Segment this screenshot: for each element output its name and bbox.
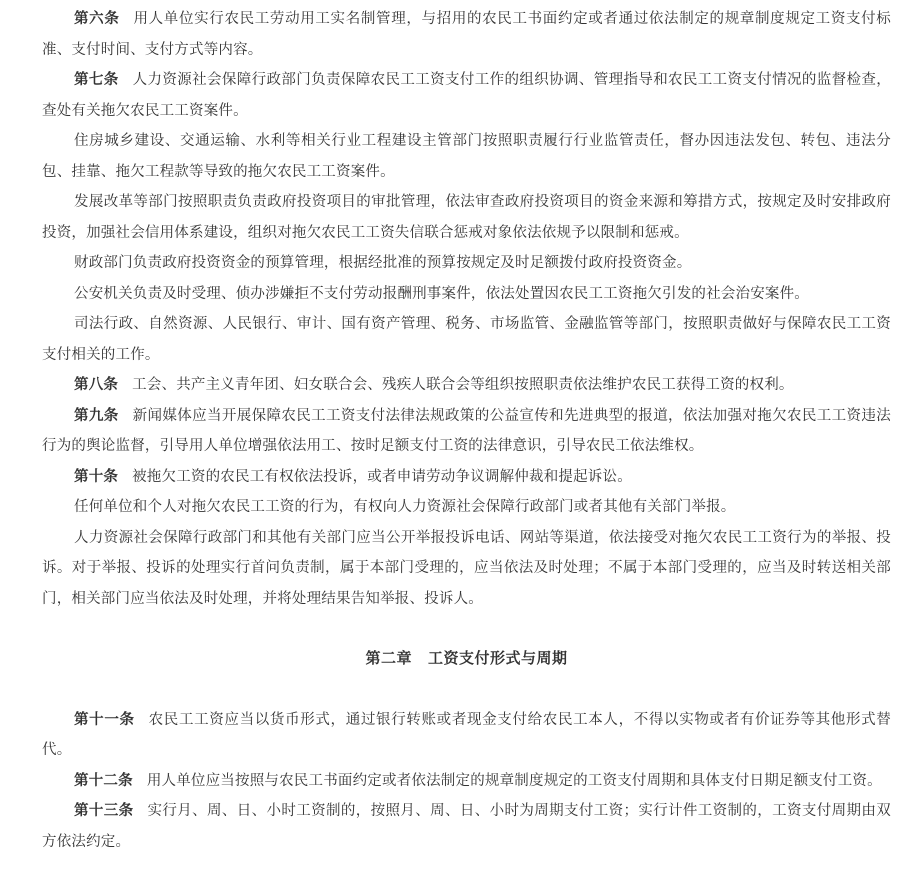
article-9-paragraph (42, 401, 891, 462)
chapter-heading (42, 643, 891, 674)
spacer (42, 674, 891, 705)
paragraphs-after (42, 705, 891, 858)
article-6-paragraph (42, 4, 891, 65)
article-10-paragraph (42, 462, 891, 493)
article-text: 农民工工资应当以货币形式，通过银行转账或者现金支付给农民工本人，不得以实物或者有价证券等其他形式替代。 (42, 711, 891, 758)
article-number: 第八条 (74, 377, 119, 393)
body-paragraph: 发展改革等部门按照职责负责政府投资项目的审批管理，依法审查政府投资项目的资金来源和筹措方式，按规定及时安排政府投资，加强社会信用体系建设，组织对拖欠农民工工资失信联合惩戒对象依法依规予以限制和惩戒。 (42, 194, 891, 241)
article-text: 人力资源社会保障行政部门负责保障农民工工资支付工作的组织协调、管理指导和农民工工资支付情况的监督检查，查处有关拖欠农民工工资案件。 (42, 72, 891, 119)
paragraphs-before (42, 4, 891, 614)
article-7-paragraph (42, 65, 891, 126)
article-number: 第十三条 (74, 803, 134, 819)
body-paragraph: 财政部门负责政府投资资金的预算管理，根据经批准的预算按规定及时足额拨付政府投资资金。 (74, 255, 692, 271)
article-8-paragraph (42, 370, 891, 401)
article-number: 第十二条 (74, 772, 133, 789)
article-text: 用人单位应当按照与农民工书面约定或者依法制定的规章制度规定的工资支付周期和具体支付日期足额支付工资。 (146, 772, 882, 789)
chapter-title: 工资支付形式与周期 (428, 649, 568, 667)
article-text: 用人单位实行农民工劳动用工实名制管理，与招用的农民工书面约定或者通过依法制定的规章制度规定工资支付标准、支付时间、支付方式等内容。 (42, 11, 891, 58)
body-paragraph: 司法行政、自然资源、人民银行、审计、国有资产管理、税务、市场监管、金融监管等部门，按照职责做好与保障农民工工资支付相关的工作。 (42, 316, 891, 363)
article-text: 工会、共产主义青年团、妇女联合会、残疾人联合会等组织按照职责依法维护农民工获得工资的权利。 (132, 377, 794, 393)
body-paragraph: 人力资源社会保障行政部门和其他有关部门应当公开举报投诉电话、网站等渠道，依法接受对拖欠农民工工资行为的举报、投诉。对于举报、投诉的处理实行首问负责制，属于本部门受理的，应当依法及时处理；不属于本部门受理的，应当及时转送相关部门，相关部门应当依法及时处理，并将处理结果告知举报、投诉人。 (42, 529, 891, 607)
body-paragraph: 住房城乡建设、交通运输、水利等相关行业工程建设主管部门按照职责履行行业监管责任，督办因违法发包、转包、违法分包、挂靠、拖欠工程款等导致的拖欠农民工工资案件。 (42, 133, 891, 180)
article-number: 第七条 (74, 72, 119, 88)
article-number: 第十条 (74, 468, 119, 485)
article-13-paragraph (42, 796, 891, 857)
article-text: 实行月、周、日、小时工资制的，按照月、周、日、小时为周期支付工资；实行计件工资制的，工资支付周期由双方依法约定。 (42, 803, 891, 850)
article-number: 第六条 (74, 11, 120, 27)
article-12-paragraph (42, 766, 891, 797)
article-number: 第九条 (74, 407, 119, 424)
spacer (42, 614, 891, 643)
body-paragraph: 任何单位和个人对拖欠农民工工资的行为，有权向人力资源社会保障行政部门或者其他有关部门举报。 (74, 499, 736, 515)
article-number: 第十一条 (74, 711, 135, 728)
article-text: 被拖欠工资的农民工有权依法投诉，或者申请劳动争议调解仲裁和提起诉讼。 (132, 468, 632, 485)
article-11-paragraph (42, 705, 891, 766)
document-body (42, 0, 891, 857)
body-paragraph: 公安机关负责及时受理、侦办涉嫌拒不支付劳动报酬刑事案件，依法处置因农民工工资拖欠引发的社会治安案件。 (74, 285, 809, 302)
article-text: 新闻媒体应当开展保障农民工工资支付法律法规政策的公益宣传和先进典型的报道，依法加强对拖欠农民工工资违法行为的舆论监督，引导用人单位增强依法用工、按时足额支付工资的法律意识，引导农民工依法维权。 (42, 407, 891, 454)
chapter-number: 第二章 (365, 649, 412, 667)
